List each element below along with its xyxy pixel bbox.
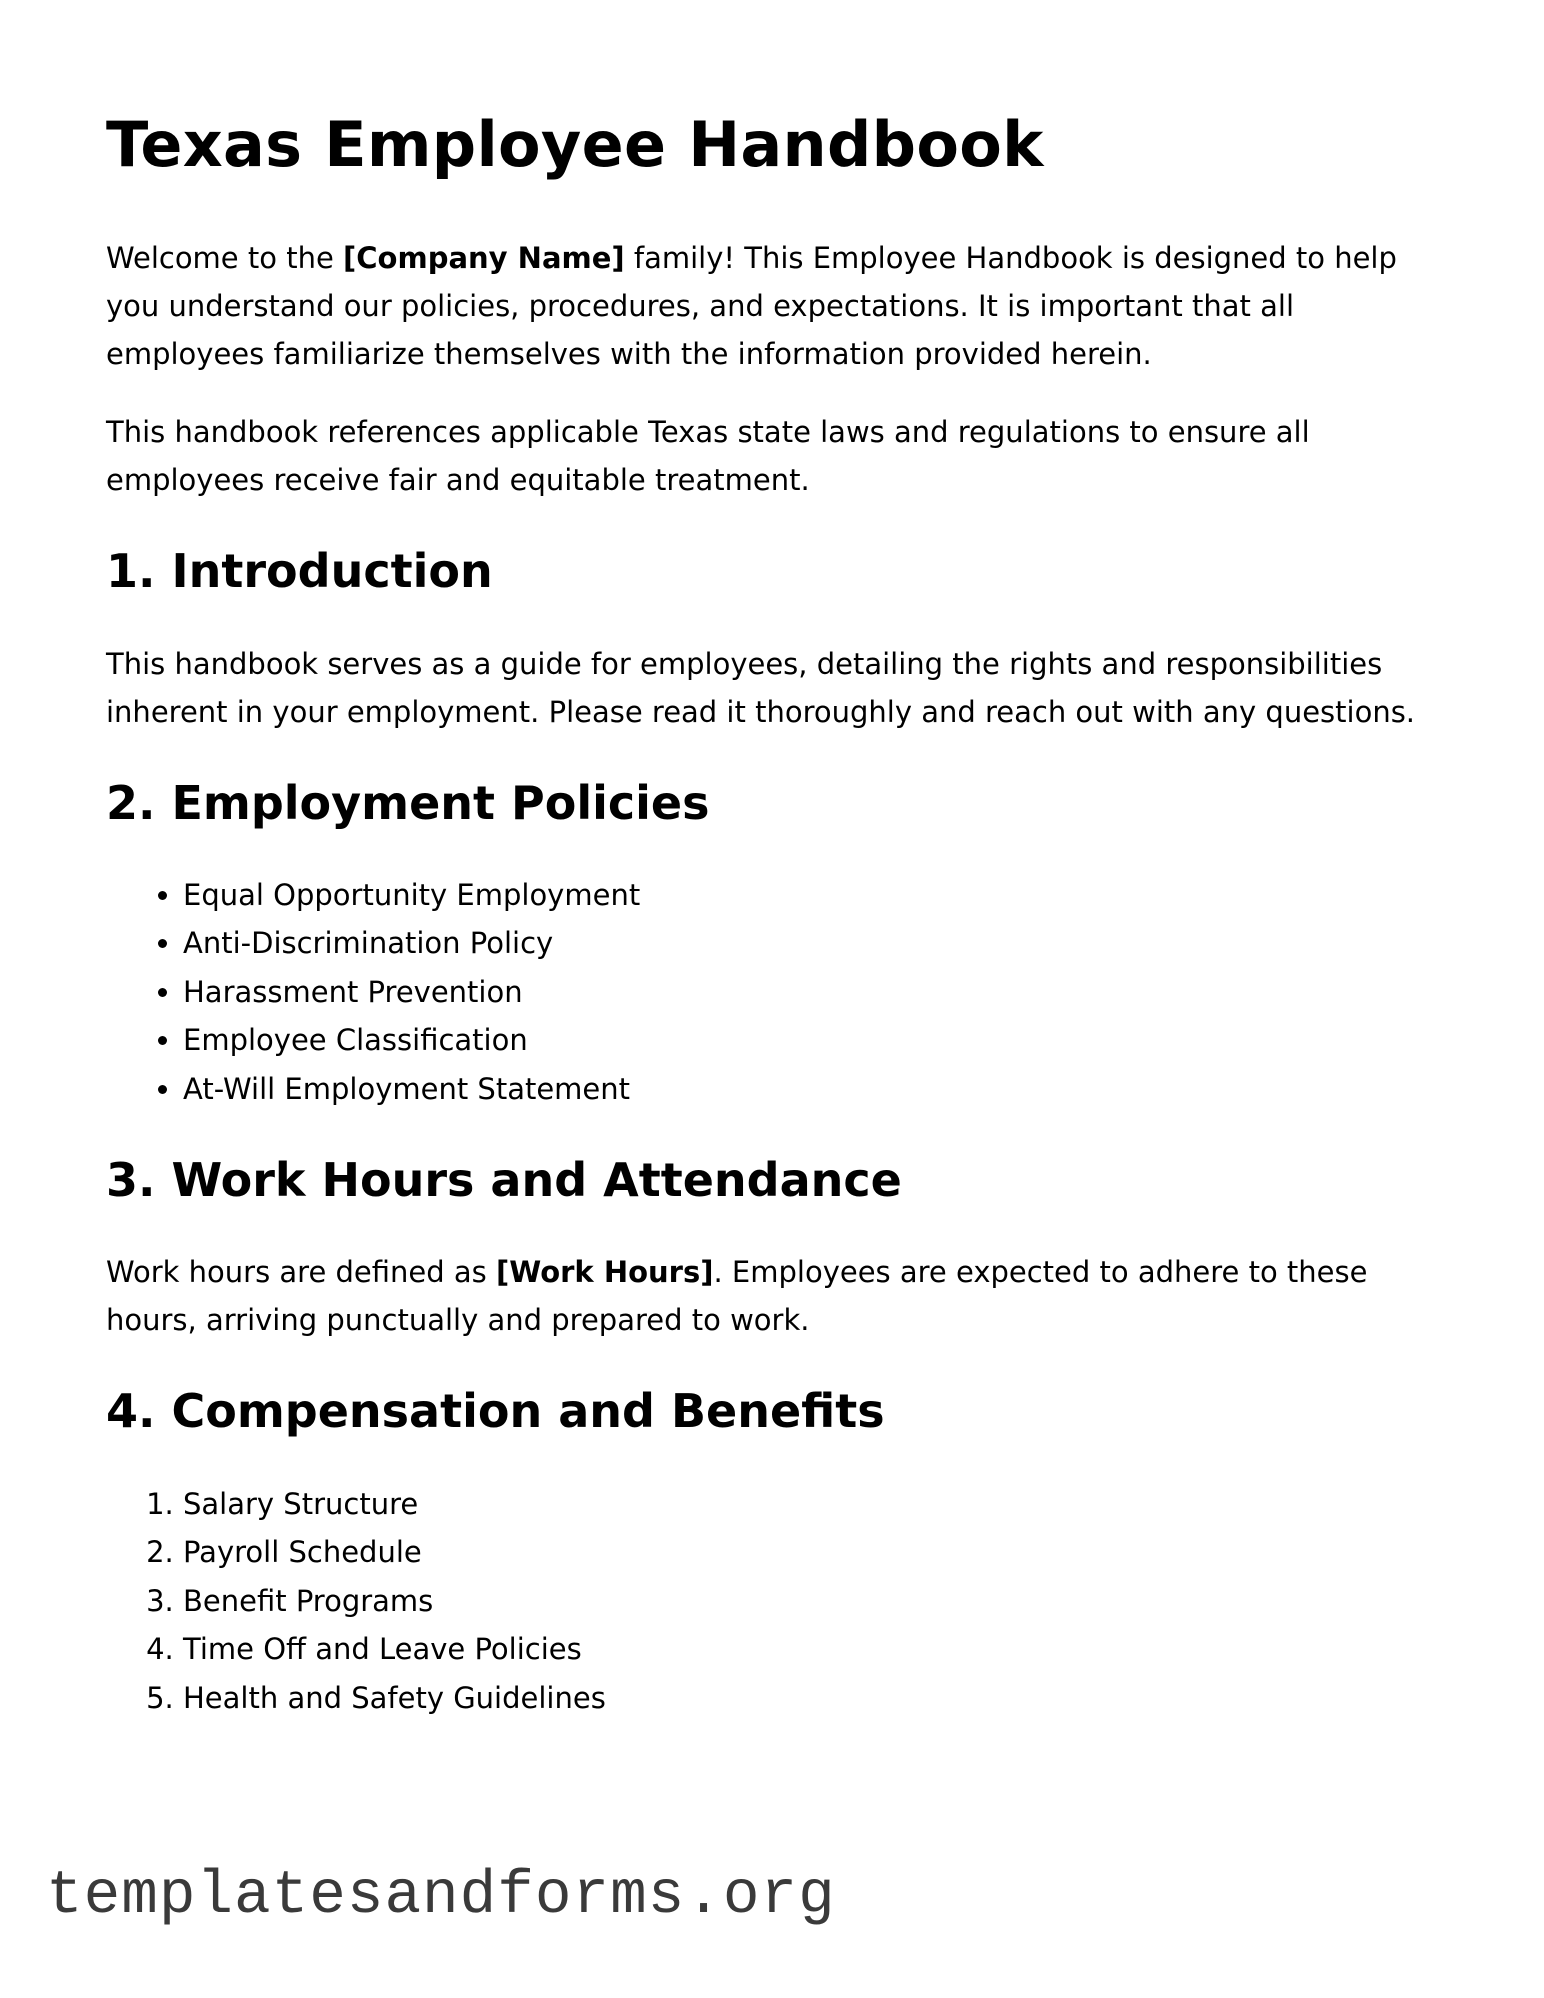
list-item: • Employee Classification bbox=[183, 1016, 1436, 1065]
list-item: 3. Benefit Programs bbox=[183, 1577, 1436, 1626]
list-item: 4. Time Off and Leave Policies bbox=[183, 1625, 1436, 1674]
document-page bbox=[106, 108, 1436, 1762]
list-item: • Anti-Discrimination Policy bbox=[183, 919, 1436, 968]
laws-paragraph: This handbook references applicable Texas state laws and regulations to ensure all employees receive fair and equitable treatment. bbox=[106, 415, 1310, 498]
section-heading-employment-policies: 2. Employment Policies bbox=[106, 775, 710, 830]
list-item: • Equal Opportunity Employment bbox=[183, 871, 1436, 920]
compensation-list bbox=[106, 1480, 1436, 1723]
welcome-paragraph bbox=[106, 234, 1436, 378]
work-hours-text-end: . Employees are expected to adhere to these hours, arriving punctually and prepared to work. bbox=[106, 1255, 1368, 1338]
work-hours-placeholder: [Work Hours] bbox=[496, 1255, 714, 1290]
welcome-text-end: family! This Employee Handbook is designed to help you understand our policies, procedures, and expectations. It is important that all employees familiarize themselves with the information provided herein. bbox=[106, 241, 1397, 372]
introduction-paragraph: This handbook serves as a guide for employees, detailing the rights and responsibilities inherent in your employment. Please read it thoroughly and reach out with any questions. bbox=[106, 646, 1416, 729]
list-item: • Harassment Prevention bbox=[183, 968, 1436, 1017]
list-item: 5. Health and Safety Guidelines bbox=[183, 1674, 1436, 1723]
section-heading-introduction: 1. Introduction bbox=[106, 544, 493, 599]
list-item: • At-Will Employment Statement bbox=[183, 1065, 1436, 1114]
work-hours-paragraph bbox=[106, 1248, 1436, 1344]
employment-policies-list bbox=[106, 871, 1436, 1114]
section-heading-work-hours: 3. Work Hours and Attendance bbox=[106, 1153, 902, 1208]
list-item: 2. Payroll Schedule bbox=[183, 1528, 1436, 1577]
list-item: 1. Salary Structure bbox=[183, 1480, 1436, 1529]
watermark-text: templatesandforms.org bbox=[46, 1862, 836, 1931]
work-hours-text-start: Work hours are defined as bbox=[106, 1255, 496, 1290]
section-heading-compensation: 4. Compensation and Benefits bbox=[106, 1384, 885, 1439]
company-name-placeholder: [Company Name] bbox=[343, 241, 625, 276]
welcome-text-start: Welcome to the bbox=[106, 241, 344, 276]
document-title: Texas Employee Handbook bbox=[106, 108, 1044, 181]
